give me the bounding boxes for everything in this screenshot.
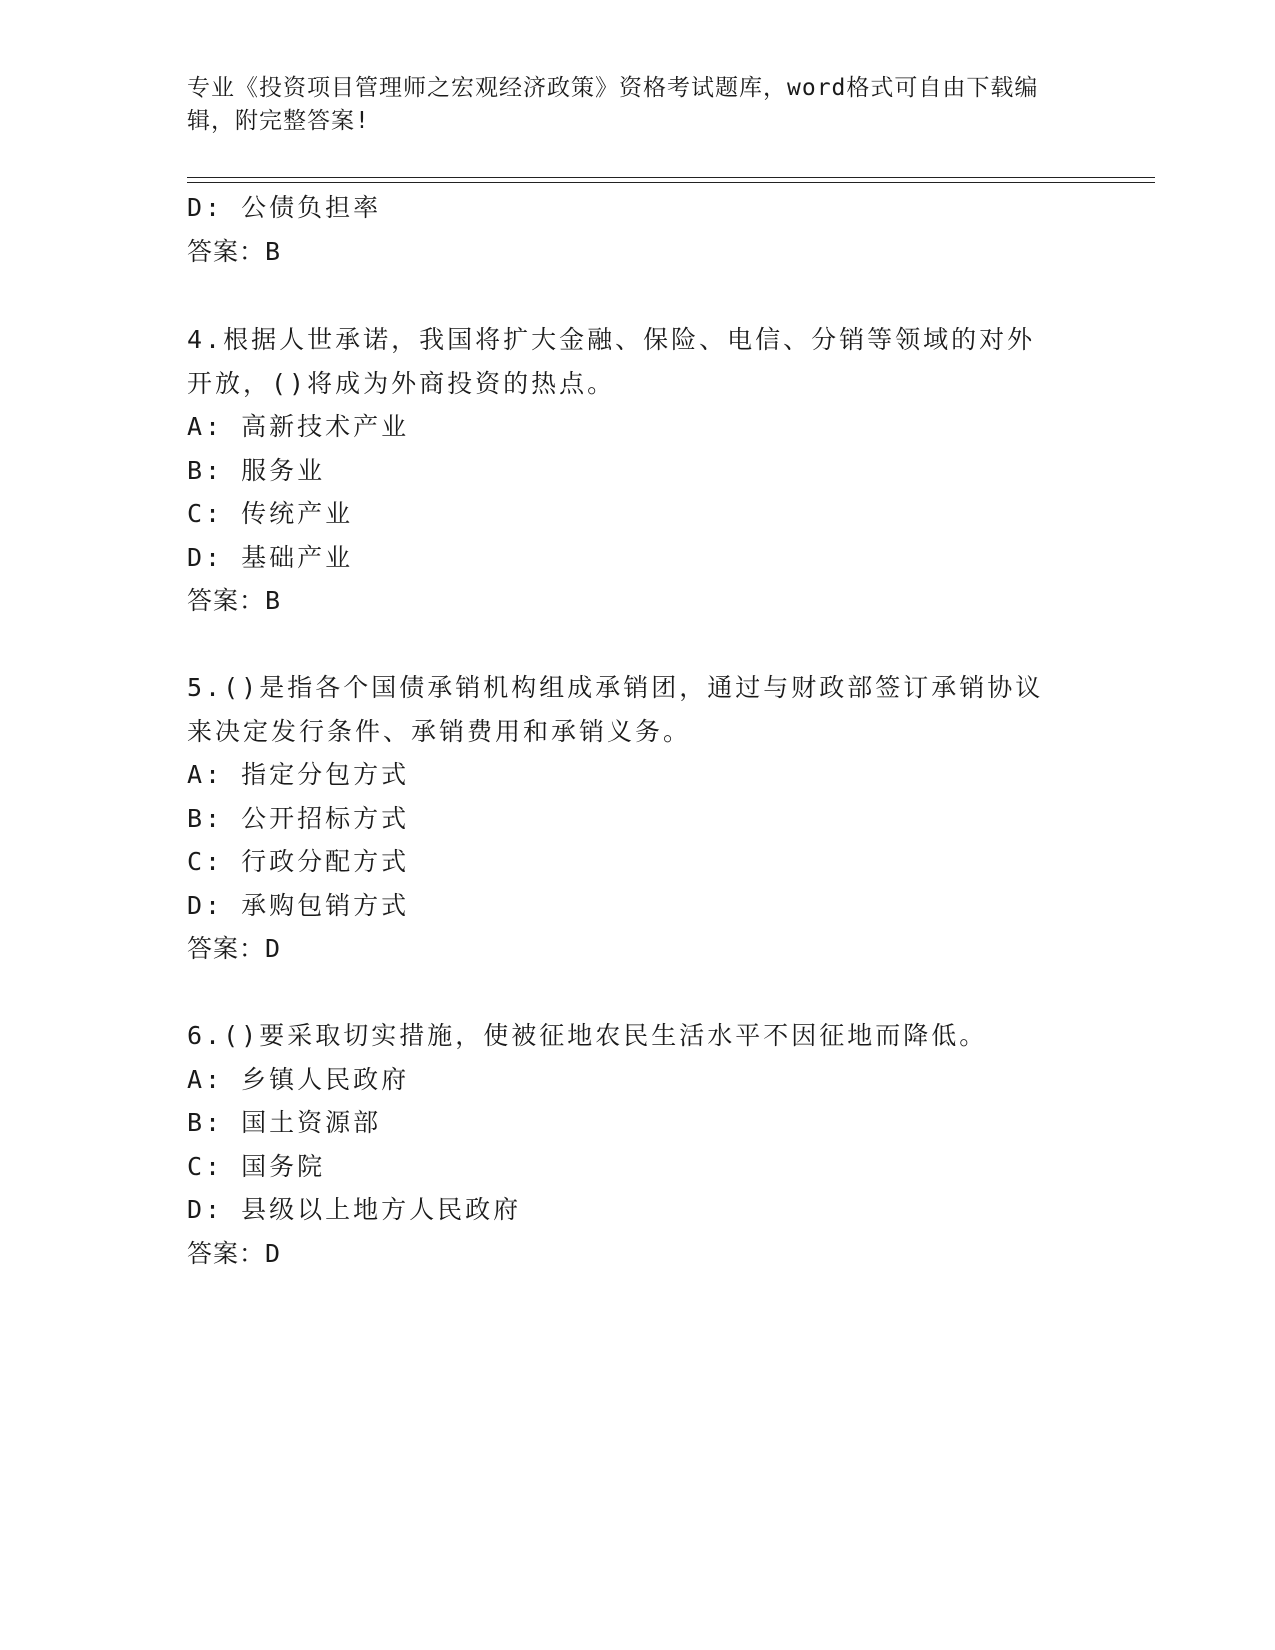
q6-option-d: D: 县级以上地方人民政府 bbox=[187, 1195, 522, 1224]
header-line-1: 专业《投资项目管理师之宏观经济政策》资格考试题库，word格式可自由下载编 bbox=[187, 75, 1039, 101]
q6-stem-line-1: 6.()要采取切实措施，使被征地农民生活水平不因征地而降低。 bbox=[187, 1021, 988, 1050]
document-header bbox=[187, 72, 1087, 138]
q6-option-a: A: 乡镇人民政府 bbox=[187, 1065, 410, 1094]
header-line-2: 辑，附完整答案! bbox=[187, 108, 370, 134]
q6-option-c: C: 国务院 bbox=[187, 1152, 326, 1181]
q4-answer: 答案：B bbox=[187, 586, 282, 615]
prev-option-d: D: 公债负担率 bbox=[187, 193, 382, 222]
q5-answer: 答案：D bbox=[187, 934, 282, 963]
q4-stem-line-2: 开放，()将成为外商投资的热点。 bbox=[187, 369, 616, 398]
q4-option-b: B: 服务业 bbox=[187, 456, 326, 485]
header-divider-top bbox=[187, 177, 1155, 178]
q4-option-c: C: 传统产业 bbox=[187, 499, 354, 528]
q6-answer: 答案：D bbox=[187, 1239, 282, 1268]
q5-stem-line-2: 来决定发行条件、承销费用和承销义务。 bbox=[187, 717, 692, 746]
q5-option-a: A: 指定分包方式 bbox=[187, 760, 410, 789]
q6-option-b: B: 国土资源部 bbox=[187, 1108, 382, 1137]
q4-option-a: A: 高新技术产业 bbox=[187, 412, 410, 441]
prev-answer: 答案：B bbox=[187, 237, 282, 266]
q4-option-d: D: 基础产业 bbox=[187, 543, 354, 572]
q5-option-b: B: 公开招标方式 bbox=[187, 804, 410, 833]
q5-stem-line-1: 5.()是指各个国债承销机构组成承销团，通过与财政部签订承销协议 bbox=[187, 673, 1044, 702]
q5-option-c: C: 行政分配方式 bbox=[187, 847, 410, 876]
header-divider-bottom bbox=[187, 182, 1155, 183]
q5-option-d: D: 承购包销方式 bbox=[187, 891, 410, 920]
q4-stem-line-1: 4.根据人世承诺，我国将扩大金融、保险、电信、分销等领域的对外 bbox=[187, 325, 1036, 354]
